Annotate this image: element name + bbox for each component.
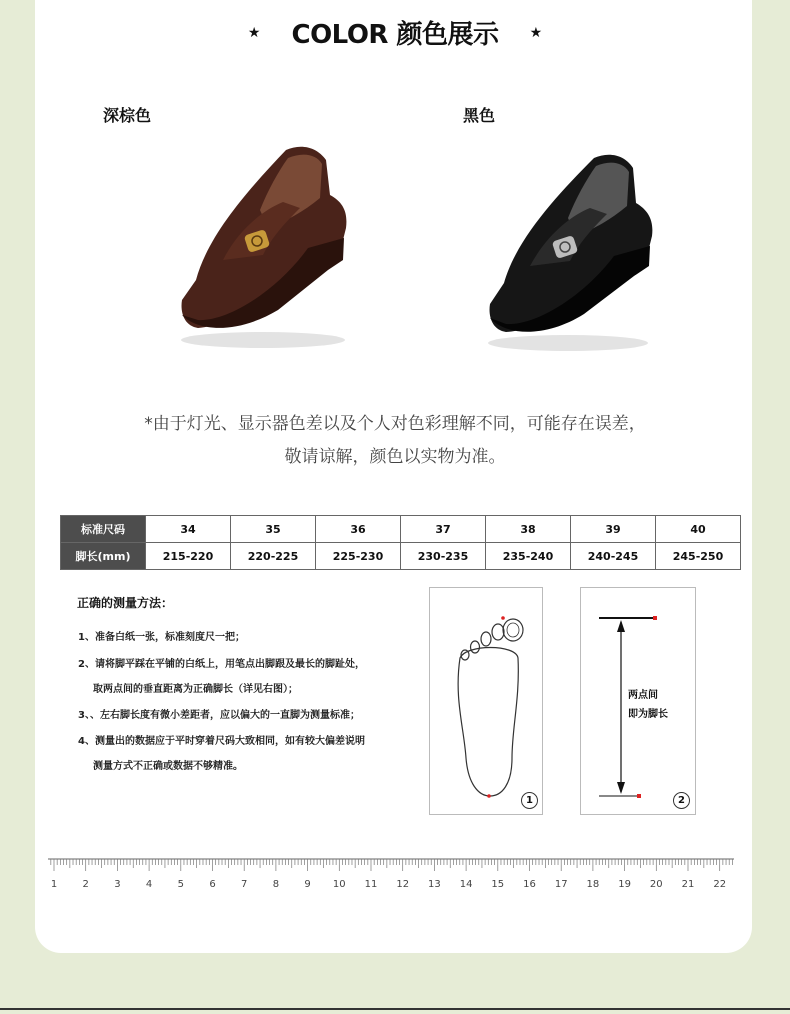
ruler-label: 10 (332, 879, 346, 890)
size-cell: 40 (656, 516, 741, 543)
measure-step: 4、测量出的数据应于平时穿着尺码大致相同，如有较大偏差说明 (78, 736, 365, 747)
ruler-label: 5 (177, 879, 184, 890)
ruler-label: 16 (523, 879, 536, 890)
ruler-label: 3 (114, 879, 121, 890)
length-header-cell: 脚长(mm) (61, 543, 146, 570)
size-cell: 35 (231, 516, 316, 543)
distance-label-line1: 两点间 (628, 690, 658, 701)
table-row (61, 516, 741, 543)
section-heading (0, 14, 790, 54)
length-cell: 235-240 (486, 543, 571, 570)
ruler-label: 6 (209, 879, 216, 890)
size-table (60, 515, 741, 570)
measure-step: 2、请将脚平踩在平铺的白纸上，用笔点出脚跟及最长的脚趾处， (78, 659, 365, 670)
foot-outline-figure (429, 587, 543, 815)
ruler-label: 1 (50, 879, 58, 890)
measure-title: 正确的测量方法： (77, 596, 174, 610)
figure-number-1: 1 (521, 792, 538, 809)
length-cell: 215-220 (146, 543, 231, 570)
length-cell: 240-245 (571, 543, 656, 570)
ruler-label: 15 (491, 879, 505, 890)
ruler-scale (48, 855, 734, 895)
measure-step: 取两点间的垂直距离为正确脚长（详见右图）； (93, 684, 298, 695)
ruler-label: 12 (396, 879, 410, 890)
table-row (61, 543, 741, 570)
bottom-divider (0, 1008, 790, 1010)
ruler-label: 7 (241, 879, 248, 890)
measure-step: 测量方式不正确或数据不够精准。 (93, 761, 243, 772)
ruler-label: 22 (713, 879, 727, 890)
color-disclaimer-line2: 敬请谅解，颜色以实物为准。 (284, 447, 506, 467)
ruler-label: 9 (304, 879, 311, 890)
ruler-label: 17 (554, 879, 568, 890)
star-icon-right: ★ (529, 24, 543, 41)
distance-label-line2: 即为脚长 (628, 709, 668, 720)
size-cell: 38 (486, 516, 571, 543)
length-cell: 245-250 (656, 543, 741, 570)
color-label-brown: 深棕色 (103, 106, 152, 125)
ruler-label: 19 (618, 879, 631, 890)
measure-step: 1、准备白纸一张，标准刻度尺一把； (78, 632, 245, 643)
ruler-label: 2 (82, 879, 89, 890)
black-loafer-image (478, 148, 668, 358)
figure-number-2: 2 (673, 792, 690, 809)
length-cell: 230-235 (401, 543, 486, 570)
foot-outline-icon (430, 588, 542, 814)
color-disclaimer-line1: *由于灯光、显示器色差以及个人对色彩理解不同，可能存在误差， (144, 414, 646, 434)
measure-step: 3、、左右脚长度有微小差距者，应以偏大的一直脚为测量标准； (78, 710, 360, 721)
ruler-label: 14 (459, 879, 473, 890)
color-label-black: 黑色 (463, 106, 496, 125)
length-cell: 220-225 (231, 543, 316, 570)
size-cell: 39 (571, 516, 656, 543)
ruler-label: 21 (681, 879, 695, 890)
ruler-label: 18 (586, 879, 600, 890)
size-header-cell: 标准尺码 (61, 516, 146, 543)
section-title: COLOR 颜色展示 (291, 20, 499, 50)
ruler-label: 11 (364, 879, 378, 890)
ruler-label: 4 (145, 879, 153, 890)
ruler-label: 20 (649, 879, 663, 890)
distance-label (628, 686, 668, 724)
star-icon-left: ★ (247, 24, 261, 41)
length-cell: 225-230 (316, 543, 401, 570)
size-cell: 34 (146, 516, 231, 543)
size-cell: 37 (401, 516, 486, 543)
size-cell: 36 (316, 516, 401, 543)
ruler-label: 13 (428, 879, 441, 890)
ruler-label: 8 (272, 879, 280, 890)
brown-loafer-image (168, 140, 368, 355)
